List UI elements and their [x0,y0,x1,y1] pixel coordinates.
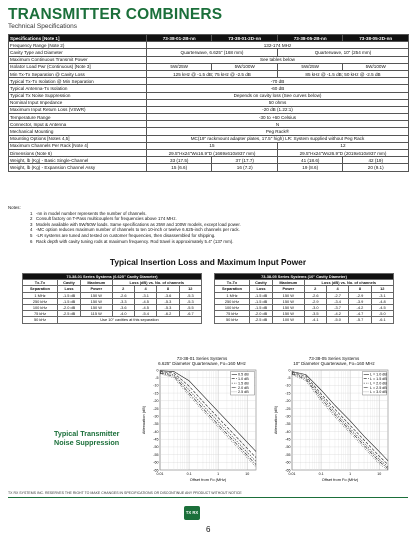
loss-cell: -3.6 [157,292,179,298]
loss-cell: -2.9 [304,298,326,304]
loss-cell: -3.1 [371,292,393,298]
spec-label: Dimensions (Note 6) [9,150,147,157]
loss-cell: -5.7 [349,317,371,323]
legend-label: L = 1.0 dB [370,373,387,378]
loss-header: Loss (dB) vs. No. of channels [112,280,201,286]
loss-cell: 150 W [273,304,305,310]
spec-row [9,128,409,135]
legend-label: L = 3.0 dB [370,390,387,395]
spec-row [9,70,409,77]
spec-value: N [147,121,409,128]
loss-subheader: 8 [349,286,371,292]
spec-row [9,114,409,121]
spec-label: Weight, lb (Kg) - Basic Single-Channel [9,157,147,164]
footer-rule [8,497,408,498]
y-tick-label: -20 [285,399,291,404]
y-tick-label: -45 [153,437,159,442]
spec-value: 132-174 MHz [147,42,409,49]
spec-row [9,106,409,113]
spec-column-header: 73-38-05-2B-nn [277,35,342,42]
spec-value: Quarterwave, 6.625" (168 mm) [147,49,278,56]
loss-row [23,317,202,323]
spec-row [9,121,409,128]
x-tick-label: 0.1 [186,472,192,477]
loss-cell: 1 MHz [215,292,250,298]
spec-value: -20 dB (1.22:1) [147,106,409,113]
loss-cell: -4.2 [326,311,348,317]
spec-label: Frequency Range (Note 2) [9,42,147,49]
loss-cell: -4.5 [134,304,156,310]
loss-cell: 150 W [81,298,113,304]
note-number: 1 [30,210,33,216]
loss-subheader: 4 [134,286,156,292]
legend-label: 1.0 dB [238,377,249,382]
spec-value: 29.5"Hx24"Wx26.9"D (2019x610x937 mm) [277,150,408,157]
spec-value: See tables below [147,56,409,63]
spec-row [9,92,409,99]
loss-cell: -3.4 [326,298,348,304]
loss-subheader: 2 [304,286,326,292]
note-number: 3 [30,221,33,227]
page-subtitle: Technical Specifications [8,23,78,30]
spec-label: Weight, lb (Kg) - Expansion Channel Assy [9,164,147,171]
spec-label: Typical Antenna-Tx Isolation [9,85,147,92]
loss-header: Maximum [81,280,113,286]
loss-subheader: Loss [57,286,80,292]
y-tick-label: 0 [156,368,159,373]
legend-label: L = 2.0 dB [370,381,387,386]
loss-cell: -3.3 [112,298,134,304]
loss-cell: 150 W [273,298,305,304]
y-tick-label: -10 [153,384,159,389]
loss-cell: -4.2 [349,304,371,310]
legend-label: 0.5 dB [238,373,249,378]
loss-caption-text: 73-38-01 Series Systems (6.625" Cavity Diameter) [23,274,202,280]
y-tick-label: -50 [285,445,291,450]
y-tick-label: -65 [285,468,291,473]
spec-value: 33 (17.5) [147,157,212,164]
spec-value: 37 (17.7) [212,157,278,164]
spec-value: 19 (8.6) [277,164,342,171]
loss-cell: -2.5 dB [57,311,80,317]
loss-cell: -2.7 [326,292,348,298]
chart-01-series [140,356,264,499]
spec-value: 5W/25W [147,63,212,70]
note-text: Rack depth with cavity tuning rods at maximum frequency. Rod travel is approximately 5.4" (137 mm). [36,238,234,244]
loss-subheader: 8 [157,286,179,292]
loss-cell: -5.0 [371,311,393,317]
y-axis-label: Attenuation (dB) [273,406,278,435]
loss-cell: 1 MHz [23,292,58,298]
y-tick-label: -25 [153,407,159,412]
spec-value: 5W/100W [212,63,278,70]
x-tick-label: 0.01 [288,472,296,477]
note-number: 4 [30,227,33,233]
loss-cell: 50 kHz [215,317,250,323]
chart-05-series [272,356,396,499]
legend-label: 2.5 dB [238,390,249,395]
y-tick-label: -55 [153,453,159,458]
spec-value: 12 [277,142,408,149]
loss-cell: -3.5 [304,311,326,317]
legend-label: 2.0 dB [238,386,249,391]
spec-column-header: 73-38-05-2D-nn [343,35,409,42]
loss-cell: -5.5 [179,304,201,310]
loss-cell: -5.4 [134,311,156,317]
loss-cell: -4.1 [304,317,326,323]
loss-cell: -1.5 dB [249,304,272,310]
spec-row [9,63,409,70]
spec-value: Quarterwave, 10" (254 mm) [277,49,408,56]
note-number: 6 [30,238,33,244]
loss-cell: -2.6 [112,292,134,298]
loss-subheader: 4 [326,286,348,292]
loss-cell: -3.1 [134,292,156,298]
loss-subheader: 12 [179,286,201,292]
y-tick-label: -35 [285,422,291,427]
loss-cell: -5.3 [179,292,201,298]
legend-label: L = 1.5 dB [370,377,387,382]
note-indent [8,239,30,245]
loss-cell: -6.7 [179,311,201,317]
chart-plot-01 [140,366,264,494]
loss-cell: -4.7 [349,311,371,317]
spec-table-header [9,35,409,42]
noise-title-line-2: Noise Suppression [54,437,120,447]
y-tick-label: -65 [153,468,159,473]
loss-caption-text: 73-38-05 Series Systems (10" Cavity Diameter) [215,274,394,280]
loss-table-05 [214,273,394,324]
loss-cell: -6.1 [371,317,393,323]
y-tick-label: -5 [287,376,291,381]
loss-cell: 100 kHz [23,304,58,310]
x-tick-label: 0.01 [156,472,164,477]
y-tick-label: -15 [153,391,159,396]
spec-value: MC(19" rackmount adapter plates, 17.5" high) LR: System supplied without Peg Rack [147,135,409,142]
loss-cell: 100 kHz [215,304,250,310]
spec-column-header: 73-38-01-2B-nn [147,35,212,42]
loss-cell: -5.3 [179,298,201,304]
x-axis-label: Offset from Fo (MHz) [189,477,227,483]
y-tick-label: -40 [153,430,159,435]
y-tick-label: -40 [285,430,291,435]
loss-cell: 150 W [81,292,113,298]
y-tick-label: -30 [153,414,159,419]
spec-value: 41 (18.6) [277,157,342,164]
spec-table [8,34,409,172]
spec-value: 85 kHz @ -1.5 dB; 50 kHz @ -2.5 dB [277,70,408,77]
note-text: -MC option reduces maximum number of channels to ten 10-inch or twelve 6.625-inch channels per rack. [36,227,240,233]
loss-cell: 250 kHz [23,298,58,304]
loss-cell: 250 kHz [215,298,250,304]
loss-subheader: 2 [112,286,134,292]
page-number: 6 [206,525,211,534]
x-tick-label: 10 [245,472,250,477]
loss-cell: -3.7 [326,304,348,310]
loss-cell: -1.5 dB [57,292,80,298]
spec-label: Maximum Continuous Transmit Power [9,56,147,63]
y-tick-label: -60 [153,461,159,466]
spec-row [9,164,409,171]
spec-row [9,85,409,92]
loss-note-cell: Use 10" cavities at this separation [57,317,201,323]
spec-label: Nominal Input Impedance [9,99,147,106]
y-tick-label: -5 [155,376,159,381]
spec-label: Connector, Input & Antenna [9,121,147,128]
loss-cell: -2.0 dB [57,304,80,310]
spec-label: Isolator Load Pwr (Continuous) [Note 3] [9,63,147,70]
section-title: Typical Insertion Loss and Maximum Input Power [109,257,307,267]
loss-cell: -6.2 [157,311,179,317]
spec-row [9,99,409,106]
loss-subheader: Loss [249,286,272,292]
loss-cell: 150 W [273,311,305,317]
spec-value: 42 (19) [343,157,409,164]
spec-value: Depends on cavity loss (See curves below) [147,92,409,99]
note-text: Consult factory on T-Pass multicouplers for frequencies above 174 MHz. [36,216,177,222]
spec-label: Mechanical Mounting [9,128,147,135]
x-tick-label: 1 [349,472,352,477]
loss-subheader: Power [81,286,113,292]
chart-title-line-1: 73-38-01 Series Systems [176,356,228,361]
x-axis-label: Offset from Fo (MHz) [321,477,359,483]
loss-cell: -1.5 dB [57,298,80,304]
loss-header: Tx-Tx [23,280,58,286]
noise-suppression-title [54,430,119,447]
loss-table-01 [22,273,202,324]
spec-row [9,49,409,56]
y-tick-label: -10 [285,384,291,389]
loss-subheader: 12 [371,286,393,292]
spec-label: Typical Tx-Tx Isolation @ Min Separation [9,78,147,85]
spec-value: 15 [147,142,278,149]
company-logo: TX RX [184,506,200,520]
spec-label: Temperature Range [9,114,147,121]
spec-label: Maximum Input Return Loss (VSWR) [9,106,147,113]
note-number: 5 [30,232,33,238]
spec-value: 20 (9.1) [343,164,409,171]
loss-cell: 150 W [273,292,305,298]
y-tick-label: -30 [285,414,291,419]
spec-value: 16 (7.2) [212,164,278,171]
spec-row [9,78,409,85]
spec-row [9,142,409,149]
loss-cell: 115 W [81,311,113,317]
legend-label: L = 2.5 dB [370,386,387,391]
spec-value: Peg Rack® [147,128,409,135]
spec-value: -30 to +60 Celsius [147,114,409,121]
loss-cell: -5.3 [157,298,179,304]
chart-title-line-2: 6.625" Diameter Quarterwave, Fo=160 MHz [158,361,246,367]
spec-column-header: Specifications [Note 1] [9,35,147,42]
chart-title-line-1: 73-38-05 Series Systems [308,356,360,361]
spec-value: 5W/25W [277,63,342,70]
loss-cell: 75 kHz [215,311,250,317]
noise-title-line-1: Typical Transmitter [54,429,120,438]
spec-value: 15 (6.6) [147,164,212,171]
spec-column-header: 73-38-01-2D-nn [212,35,278,42]
spec-row [9,56,409,63]
loss-cell: -4.8 [371,298,393,304]
spec-row [9,157,409,164]
loss-header: Cavity [57,280,80,286]
legend-label: 1.5 dB [238,381,249,386]
notes [8,205,408,244]
y-tick-label: -20 [153,399,159,404]
loss-cell: -2.5 dB [249,317,272,323]
loss-cell: -2.9 [349,292,371,298]
y-tick-label: -60 [285,461,291,466]
loss-cell: 50 kHz [23,317,58,323]
loss-cell: -2.6 [304,292,326,298]
x-tick-label: 1 [217,472,220,477]
note-text: -LR systems are tuned and tested on customer frequencies, then disassembled for shipping. [36,232,216,238]
spec-label: Mounting Options [Notes 4,5] [9,135,147,142]
spec-value: 125 kHz @ -1.5 dB; 75 kHz @ -2.5 dB [147,70,278,77]
loss-cell: -1.5 dB [249,298,272,304]
loss-cell: 100 W [273,317,305,323]
loss-cell: -1.5 dB [249,292,272,298]
note-text: -nn in model number represents the number of channels. [36,210,147,216]
loss-cell: -4.5 [371,304,393,310]
spec-label: Maximum Channels Per Rack [Note 4] [9,142,147,149]
y-tick-label: -55 [285,453,291,458]
y-tick-label: -25 [285,407,291,412]
loss-cell: -5.0 [326,317,348,323]
note-number: 2 [30,216,33,222]
loss-header: Cavity [249,280,272,286]
loss-cell: -3.0 [304,304,326,310]
loss-cell: -4.0 [112,311,134,317]
spec-label: Typical Tx Noise Suppression [9,92,147,99]
y-tick-label: -15 [285,391,291,396]
loss-row [215,317,394,323]
loss-cell: -4.5 [134,298,156,304]
x-tick-label: 10 [377,472,382,477]
loss-cell: 75 kHz [23,311,58,317]
spec-value: 5W/100W [343,63,409,70]
spec-row [9,135,409,142]
page-title: TRANSMITTER COMBINERS [8,6,223,23]
chart-plot-05 [272,366,396,494]
y-tick-label: 0 [288,368,291,373]
notes-lead: Notes: [8,205,21,210]
x-tick-label: 0.1 [318,472,324,477]
loss-header: Tx-Tx [215,280,250,286]
spec-row [9,42,409,49]
spec-label: Min Tx-Tx Separation @ Cavity Loss [9,70,147,77]
spec-value: -70 dB [147,78,409,85]
y-tick-label: -50 [153,445,159,450]
y-tick-label: -35 [153,422,159,427]
loss-subheader: Separation [215,286,250,292]
loss-subheader: Power [273,286,305,292]
spec-value: 50 ohms [147,99,409,106]
loss-cell: -2.0 dB [249,311,272,317]
disclaimer: TX RX SYSTEMS INC. RESERVES THE RIGHT TO MAKE CHANGES IN SPECIFICATIONS OR DISCONTINUE ANY PRODUCT WITHOUT NOTICE [8,491,242,495]
loss-cell: 150 W [81,304,113,310]
loss-subheader: Separation [23,286,58,292]
y-axis-label: Attenuation (dB) [141,406,146,435]
note-text: Models available with 5W/50W loads. Same specifications as 25W and 100W models, except load power. [36,221,241,227]
loss-header: Loss (dB) vs. No. of channels [304,280,393,286]
loss-cell: -5.3 [157,304,179,310]
note-row [8,239,408,245]
spec-value: -60 dB [147,85,409,92]
loss-header: Maximum [273,280,305,286]
chart-title-line-2: 10" Diameter Quarterwave, Fo=160 MHz [293,361,375,367]
spec-label: Cavity Type and Diameter [9,49,147,56]
loss-cell: -3.9 [349,298,371,304]
spec-row [9,150,409,157]
spec-value: 29.5"Hx24"Wx16.9"D (1669x610x937 mm) [147,150,278,157]
loss-cell: -3.6 [112,304,134,310]
y-tick-label: -45 [285,437,291,442]
